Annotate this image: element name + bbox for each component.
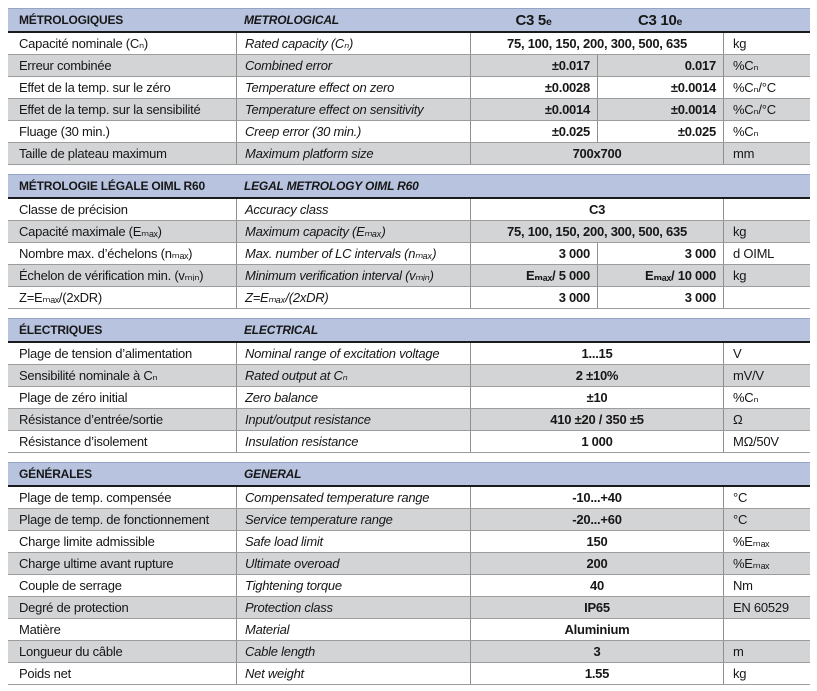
spec-value-c3-5e: ±0.017 bbox=[470, 55, 597, 76]
table-row bbox=[8, 343, 810, 365]
spec-value: Aluminium bbox=[470, 619, 723, 640]
spec-label-en: Rated output at Cₙ bbox=[236, 365, 470, 386]
spec-value-c3-5e: ±0.0028 bbox=[470, 77, 597, 98]
spec-label-en: Maximum platform size bbox=[236, 143, 470, 164]
spec-unit: %Eₘₐₓ bbox=[723, 553, 810, 574]
section-title-en: METROLOGICAL bbox=[244, 13, 339, 27]
spec-value-c3-5e: 3 000 bbox=[470, 243, 597, 264]
table-row bbox=[8, 575, 810, 597]
spec-value: -10...+40 bbox=[470, 487, 723, 508]
section-header bbox=[8, 462, 810, 487]
spec-value-c3-5e: Eₘₐₓ/ 5 000 bbox=[470, 265, 597, 286]
spec-label-fr: Plage de zéro initial bbox=[19, 390, 128, 405]
spec-unit: MΩ/50V bbox=[723, 431, 810, 452]
spec-label-fr: Couple de serrage bbox=[19, 578, 122, 593]
spec-label-fr: Échelon de vérification min. (vₘᵢₙ) bbox=[19, 267, 204, 283]
spec-value-c3-10e: 0.017 bbox=[597, 55, 723, 76]
model-suffix: e bbox=[676, 15, 683, 28]
spec-value: 75, 100, 150, 200, 300, 500, 635 bbox=[470, 221, 723, 242]
section-title-en: ELECTRICAL bbox=[244, 323, 318, 337]
section-title-fr: MÉTROLOGIE LÉGALE OIML R60 bbox=[19, 179, 205, 193]
spec-label-fr: Plage de temp. de fonctionnement bbox=[19, 512, 210, 527]
table-row bbox=[8, 199, 810, 221]
spec-value-c3-10e: 3 000 bbox=[597, 287, 723, 308]
table-row bbox=[8, 387, 810, 409]
section-legal-metrology bbox=[8, 174, 810, 309]
spec-unit: Ω bbox=[723, 409, 810, 430]
spec-value: 3 bbox=[470, 641, 723, 662]
spec-label-fr: Poids net bbox=[19, 666, 71, 681]
spec-unit: %Cₙ bbox=[723, 55, 810, 76]
spec-label-en: Material bbox=[236, 619, 470, 640]
spec-label-en: Protection class bbox=[236, 597, 470, 618]
table-row bbox=[8, 243, 810, 265]
spec-label-en: Compensated temperature range bbox=[236, 487, 470, 508]
spec-value: 410 ±20 / 350 ±5 bbox=[470, 409, 723, 430]
section-title-en: LEGAL METROLOGY OIML R60 bbox=[244, 179, 419, 193]
table-row bbox=[8, 121, 810, 143]
table-row bbox=[8, 287, 810, 309]
spec-unit: kg bbox=[723, 265, 810, 286]
spec-label-en: Input/output resistance bbox=[236, 409, 470, 430]
spec-label-fr: Capacité maximale (Eₘₐₓ) bbox=[19, 223, 162, 239]
table-row bbox=[8, 409, 810, 431]
table-row bbox=[8, 221, 810, 243]
model-suffix: e bbox=[545, 15, 552, 28]
spec-unit: kg bbox=[723, 663, 810, 684]
table-row bbox=[8, 663, 810, 685]
table-row bbox=[8, 531, 810, 553]
section-header bbox=[8, 318, 810, 343]
section-general bbox=[8, 462, 810, 685]
spec-unit: %Cₙ/°C bbox=[723, 99, 810, 120]
spec-unit: %Cₙ/°C bbox=[723, 77, 810, 98]
table-row bbox=[8, 99, 810, 121]
spec-label-fr: Sensibilité nominale à Cₙ bbox=[19, 367, 158, 383]
model-name: C3 10 bbox=[637, 11, 677, 29]
spec-label-en: Minimum verification interval (vₘᵢₙ) bbox=[236, 265, 470, 286]
spec-value-c3-10e: Eₘₐₓ/ 10 000 bbox=[597, 265, 723, 286]
spec-label-en: Max. number of LC intervals (nₘₐₓ) bbox=[236, 243, 470, 264]
spec-value: 200 bbox=[470, 553, 723, 574]
spec-unit: %Cₙ bbox=[723, 121, 810, 142]
table-row bbox=[8, 487, 810, 509]
table-row bbox=[8, 431, 810, 453]
spec-unit: %Eₘₐₓ bbox=[723, 531, 810, 552]
spec-label-en: Accuracy class bbox=[236, 199, 470, 220]
section-title-en: GENERAL bbox=[244, 467, 302, 481]
table-row bbox=[8, 77, 810, 99]
spec-label-en: Temperature effect on zero bbox=[236, 77, 470, 98]
spec-unit: mm bbox=[723, 143, 810, 164]
spec-label-en: Temperature effect on sensitivity bbox=[236, 99, 470, 120]
spec-label-en: Combined error bbox=[236, 55, 470, 76]
spec-unit: kg bbox=[723, 221, 810, 242]
spec-value: -20...+60 bbox=[470, 509, 723, 530]
section-header bbox=[8, 174, 810, 199]
spec-value: 1...15 bbox=[470, 343, 723, 364]
spec-label-fr: Résistance d’isolement bbox=[19, 434, 148, 449]
spec-label-fr: Effet de la temp. sur le zéro bbox=[19, 80, 171, 95]
spec-value: C3 bbox=[470, 199, 723, 220]
spec-unit: EN 60529 bbox=[723, 597, 810, 618]
spec-label-en: Net weight bbox=[236, 663, 470, 684]
spec-label-en: Nominal range of excitation voltage bbox=[236, 343, 470, 364]
spec-label-fr: Charge ultime avant rupture bbox=[19, 556, 174, 571]
spec-label-en: Tightening torque bbox=[236, 575, 470, 596]
section-title-fr: GÉNÉRALES bbox=[19, 467, 92, 481]
spec-value: ±10 bbox=[470, 387, 723, 408]
table-row bbox=[8, 365, 810, 387]
spec-value: 1 000 bbox=[470, 431, 723, 452]
table-row bbox=[8, 509, 810, 531]
spec-label-fr: Charge limite admissible bbox=[19, 534, 155, 549]
spec-label-fr: Fluage (30 min.) bbox=[19, 124, 110, 139]
spec-label-fr: Longueur du câble bbox=[19, 644, 123, 659]
spec-label-en: Safe load limit bbox=[236, 531, 470, 552]
spec-value: 1.55 bbox=[470, 663, 723, 684]
table-row bbox=[8, 553, 810, 575]
spec-label-fr: Taille de plateau maximum bbox=[19, 146, 167, 161]
spec-label-fr: Nombre max. d’échelons (nₘₐₓ) bbox=[19, 245, 193, 261]
section-title-fr: ÉLECTRIQUES bbox=[19, 323, 103, 337]
section-electrical bbox=[8, 318, 810, 453]
section-metrological bbox=[8, 8, 810, 165]
spec-value-c3-10e: 3 000 bbox=[597, 243, 723, 264]
spec-label-en: Z=Eₘₐₓ/(2xDR) bbox=[236, 287, 470, 308]
spec-value: IP65 bbox=[470, 597, 723, 618]
spec-unit bbox=[723, 287, 810, 308]
spec-unit bbox=[723, 619, 810, 640]
spec-label-en: Insulation resistance bbox=[236, 431, 470, 452]
spec-unit: °C bbox=[723, 487, 810, 508]
spec-label-fr: Capacité nominale (Cₙ) bbox=[19, 35, 149, 51]
spec-value: 2 ±10% bbox=[470, 365, 723, 386]
spec-unit: m bbox=[723, 641, 810, 662]
spec-value: 75, 100, 150, 200, 300, 500, 635 bbox=[470, 33, 723, 54]
spec-unit: %Cₙ bbox=[723, 387, 810, 408]
spec-value-c3-10e: ±0.0014 bbox=[597, 99, 723, 120]
table-row bbox=[8, 55, 810, 77]
table-row bbox=[8, 619, 810, 641]
spec-unit: Nm bbox=[723, 575, 810, 596]
spec-value-c3-10e: ±0.025 bbox=[597, 121, 723, 142]
spec-label-en: Ultimate overoad bbox=[236, 553, 470, 574]
model-header-c3-10e bbox=[597, 12, 723, 29]
spec-label-fr: Classe de précision bbox=[19, 202, 128, 217]
spec-label-fr: Z=Eₘₐₓ/(2xDR) bbox=[19, 289, 102, 305]
spec-unit: kg bbox=[723, 33, 810, 54]
model-header-c3-5e bbox=[470, 12, 597, 29]
table-row bbox=[8, 641, 810, 663]
table-row bbox=[8, 143, 810, 165]
spec-value: 40 bbox=[470, 575, 723, 596]
table-row bbox=[8, 265, 810, 287]
spec-label-en: Maximum capacity (Eₘₐₓ) bbox=[236, 221, 470, 242]
spec-label-fr: Degré de protection bbox=[19, 600, 129, 615]
spec-label-en: Service temperature range bbox=[236, 509, 470, 530]
spec-unit: d OIML bbox=[723, 243, 810, 264]
section-header bbox=[8, 8, 810, 33]
spec-unit: V bbox=[723, 343, 810, 364]
table-row bbox=[8, 33, 810, 55]
spec-label-fr: Résistance d’entrée/sortie bbox=[19, 412, 163, 427]
spec-label-fr: Matière bbox=[19, 622, 61, 637]
spec-label-en: Cable length bbox=[236, 641, 470, 662]
spec-value-c3-5e: 3 000 bbox=[470, 287, 597, 308]
spec-unit: °C bbox=[723, 509, 810, 530]
table-row bbox=[8, 597, 810, 619]
spec-label-en: Zero balance bbox=[236, 387, 470, 408]
section-title-fr: MÉTROLOGIQUES bbox=[19, 13, 124, 27]
spec-unit bbox=[723, 199, 810, 220]
spec-value-c3-10e: ±0.0014 bbox=[597, 77, 723, 98]
spec-label-fr: Erreur combinée bbox=[19, 58, 112, 73]
model-name: C3 5 bbox=[515, 11, 546, 29]
spec-label-fr: Effet de la temp. sur la sensibilité bbox=[19, 102, 201, 117]
spec-unit: mV/V bbox=[723, 365, 810, 386]
spec-value: 150 bbox=[470, 531, 723, 552]
spec-label-fr: Plage de temp. compensée bbox=[19, 490, 172, 505]
spec-label-fr: Plage de tension d’alimentation bbox=[19, 346, 192, 361]
spec-value: 700x700 bbox=[470, 143, 723, 164]
spec-label-en: Rated capacity (Cₙ) bbox=[236, 33, 470, 54]
spec-label-en: Creep error (30 min.) bbox=[236, 121, 470, 142]
spec-value-c3-5e: ±0.025 bbox=[470, 121, 597, 142]
spec-value-c3-5e: ±0.0014 bbox=[470, 99, 597, 120]
